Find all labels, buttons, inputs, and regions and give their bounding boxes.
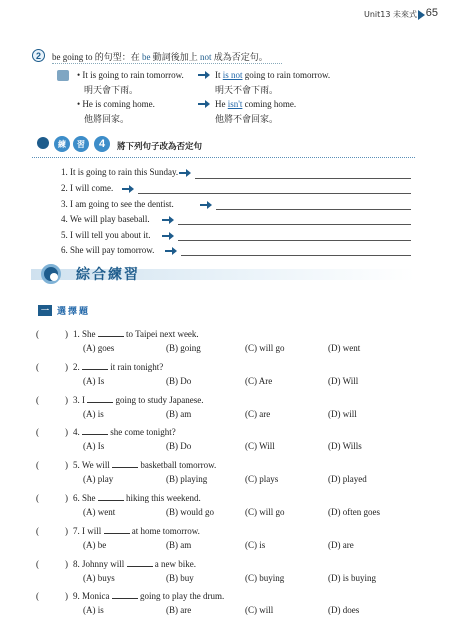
question-text — [73, 559, 196, 569]
question-text — [73, 427, 176, 437]
question-text — [73, 395, 204, 405]
answer-paren-open[interactable]: ( — [36, 361, 39, 372]
section-banner — [31, 264, 415, 284]
question-number: 7. — [73, 525, 80, 536]
question-blank[interactable] — [127, 559, 153, 567]
answer-line[interactable] — [181, 255, 411, 256]
question-stem-post: basketball tomorrow. — [140, 460, 217, 471]
arrow-right-icon — [162, 216, 174, 224]
example-sentence: • He is coming home. — [77, 99, 155, 109]
answer-option[interactable]: (B) Do — [166, 441, 192, 452]
answer-option[interactable]: (B) buy — [166, 572, 194, 583]
question-number: 9. — [73, 591, 80, 602]
answer-option[interactable]: (A) went — [83, 507, 116, 517]
answer-option[interactable]: (B) playing — [166, 474, 208, 485]
section-title: 綜合練習 — [76, 267, 140, 283]
answer-paren-open[interactable]: ( — [36, 394, 39, 405]
question-stem-pre: Johnny will — [82, 558, 125, 569]
answer-option[interactable]: (A) is — [83, 408, 104, 419]
rule-text-part: 動詞後加上 — [150, 52, 201, 62]
question-stem-post: she come tonight? — [110, 427, 176, 438]
question-text — [73, 493, 201, 503]
answer-option[interactable]: (C) will go — [245, 507, 285, 517]
question-text — [73, 329, 199, 339]
rule-text-part: be going to 的句型：在 — [52, 52, 142, 62]
question-stem-post: going to study Japanese. — [115, 394, 204, 405]
answer-paren-open[interactable]: ( — [36, 427, 39, 438]
rule-divider — [52, 63, 282, 64]
negative-highlight: is not — [222, 70, 243, 80]
practice-title: 將下列句子改為否定句 — [117, 142, 203, 152]
practice-label-char: 練 — [54, 136, 70, 152]
answer-paren-close: ) — [65, 591, 68, 602]
question-stem-post: it rain tonight? — [110, 361, 164, 372]
arrow-right-icon — [162, 232, 174, 240]
question-blank[interactable] — [98, 329, 124, 337]
negative-example — [215, 70, 330, 80]
question-stem-post: going to play the drum. — [140, 591, 225, 602]
arrow-right-icon — [122, 185, 134, 193]
negative-translation: 明天不會下雨。 — [215, 85, 279, 95]
question-text — [73, 591, 224, 601]
answer-paren-close: ) — [65, 525, 68, 536]
answer-option[interactable]: (D) Wills — [328, 441, 362, 452]
question-stem-post: to Taipei next week. — [126, 329, 199, 339]
answer-option[interactable]: (B) going — [166, 343, 201, 353]
answer-option[interactable]: (C) plays — [245, 474, 279, 485]
answer-option[interactable]: (C) buying — [245, 572, 285, 583]
answer-line[interactable] — [195, 178, 411, 179]
practice-item: 2. I will come. — [61, 183, 114, 193]
question-text — [73, 526, 200, 536]
practice-number: 4 — [94, 136, 110, 152]
question-stem-pre: She — [82, 493, 96, 503]
arrow-right-icon — [165, 247, 177, 255]
answer-paren-close: ) — [65, 427, 68, 438]
answer-line[interactable] — [178, 240, 411, 241]
answer-option[interactable]: (D) will — [328, 408, 357, 419]
answer-option[interactable]: (C) will — [245, 605, 274, 616]
negative-translation: 他將不會回家。 — [215, 114, 279, 124]
answer-paren-open[interactable]: ( — [36, 525, 39, 536]
question-number: 5. — [73, 460, 80, 471]
mc-badge: 一 — [38, 305, 52, 316]
practice-item: 4. We will play baseball. — [61, 214, 150, 224]
arrow-right-icon — [198, 100, 210, 108]
page-number: 65 — [425, 7, 438, 19]
answer-option[interactable]: (A) be — [83, 539, 107, 550]
practice-item: 6. She will pay tomorrow. — [61, 245, 155, 255]
question-number: 4. — [73, 427, 80, 438]
answer-line[interactable] — [138, 193, 411, 194]
answer-paren-open[interactable]: ( — [36, 329, 39, 339]
practice-divider — [32, 157, 415, 158]
answer-option[interactable]: (C) Are — [245, 375, 273, 386]
question-number: 1. — [73, 329, 80, 339]
arrow-right-icon — [179, 169, 191, 177]
answer-option[interactable]: (A) Is — [83, 441, 105, 452]
negative-part: going to rain tomorrow. — [242, 70, 331, 80]
answer-option[interactable]: (C) are — [245, 408, 271, 419]
question-blank[interactable] — [112, 460, 138, 468]
question-stem-post: at home tomorrow. — [131, 525, 200, 536]
answer-paren-close: ) — [65, 394, 68, 405]
negative-example — [215, 99, 296, 109]
practice-label-char: 習 — [73, 136, 89, 152]
rule-text — [52, 50, 268, 63]
answer-paren-open[interactable]: ( — [36, 493, 39, 503]
answer-paren-close: ) — [65, 329, 68, 339]
question-stem-post: a new bike. — [154, 558, 196, 569]
answer-line[interactable] — [216, 209, 411, 210]
answer-option[interactable]: (B) am — [166, 539, 192, 550]
question-stem-pre: I will — [82, 525, 102, 536]
example-translation: 明天會下雨。 — [84, 85, 139, 95]
rule-number-badge: 2 — [32, 49, 45, 62]
answer-option[interactable]: (A) buys — [83, 572, 115, 583]
target-icon — [41, 264, 61, 284]
answer-option[interactable]: (C) Will — [245, 441, 275, 452]
answer-option[interactable]: (D) played — [328, 474, 367, 485]
negative-highlight: isn't — [227, 99, 243, 109]
arrow-right-icon — [198, 71, 210, 79]
rule-text-part: 成為否定句。 — [211, 52, 268, 62]
answer-option[interactable]: (B) are — [166, 605, 192, 616]
answer-line[interactable] — [178, 224, 411, 225]
answer-option[interactable]: (D) often goes — [328, 507, 380, 517]
answer-option[interactable]: (D) is buying — [328, 572, 376, 583]
answer-option[interactable]: (A) is — [83, 605, 104, 616]
answer-option[interactable]: (D) went — [328, 343, 361, 353]
practice-item: 1. It is going to rain this Sunday. — [61, 167, 179, 177]
answer-paren-close: ) — [65, 361, 68, 372]
question-stem-pre: I — [82, 394, 85, 405]
rule-highlight-not: not — [200, 52, 212, 62]
question-stem-pre: She — [82, 329, 96, 339]
practice-item: 5. I will tell you about it. — [61, 230, 151, 240]
answer-option[interactable]: (D) are — [328, 539, 354, 550]
example-translation: 他將回家。 — [84, 114, 130, 124]
answer-paren-open[interactable]: ( — [36, 460, 39, 471]
answer-option[interactable]: (D) Will — [328, 375, 359, 386]
question-number: 3. — [73, 394, 80, 405]
question-stem-pre: We will — [81, 460, 110, 471]
target-center — [50, 273, 58, 281]
example-sentence: • It is going to rain tomorrow. — [77, 70, 184, 80]
question-blank[interactable] — [82, 362, 108, 370]
answer-paren-close: ) — [65, 460, 68, 471]
answer-option[interactable]: (B) Do — [166, 375, 192, 386]
owl-icon — [37, 137, 49, 149]
answer-option[interactable]: (B) am — [166, 408, 192, 419]
question-stem-pre: Monica — [82, 591, 110, 602]
example-icon — [57, 70, 69, 81]
question-blank[interactable] — [98, 493, 124, 501]
question-blank[interactable] — [112, 591, 138, 599]
answer-paren-close: ) — [65, 558, 68, 569]
answer-option[interactable]: (A) goes — [83, 343, 115, 353]
question-text — [73, 362, 163, 372]
answer-option[interactable]: (C) is — [245, 539, 266, 550]
question-number: 2. — [73, 361, 80, 372]
practice-item: 3. I am going to see the dentist. — [61, 199, 174, 209]
answer-paren-open[interactable]: ( — [36, 558, 39, 569]
question-text — [73, 460, 216, 470]
question-blank[interactable] — [104, 526, 130, 534]
arrow-right-icon — [200, 201, 212, 209]
question-number: 6. — [73, 493, 80, 503]
answer-option[interactable]: (B) would go — [166, 507, 214, 517]
question-blank[interactable] — [87, 395, 113, 403]
answer-paren-close: ) — [65, 493, 68, 503]
answer-option[interactable]: (C) will go — [245, 343, 285, 353]
rule-highlight-be: be — [142, 52, 151, 62]
answer-option[interactable]: (D) does — [328, 605, 360, 616]
mc-title: 選擇題 — [57, 307, 91, 317]
negative-part: It — [215, 70, 223, 80]
page-marker-icon — [418, 10, 425, 20]
answer-option[interactable]: (A) Is — [83, 375, 105, 386]
answer-paren-open[interactable]: ( — [36, 591, 39, 602]
question-blank[interactable] — [82, 427, 108, 435]
negative-part: coming home. — [242, 99, 297, 109]
question-stem-post: hiking this weekend. — [126, 493, 201, 503]
question-number: 8. — [73, 558, 80, 569]
answer-option[interactable]: (A) play — [83, 474, 114, 485]
unit-label: Unit13 未來式 — [363, 10, 417, 19]
negative-part: He — [215, 99, 228, 109]
